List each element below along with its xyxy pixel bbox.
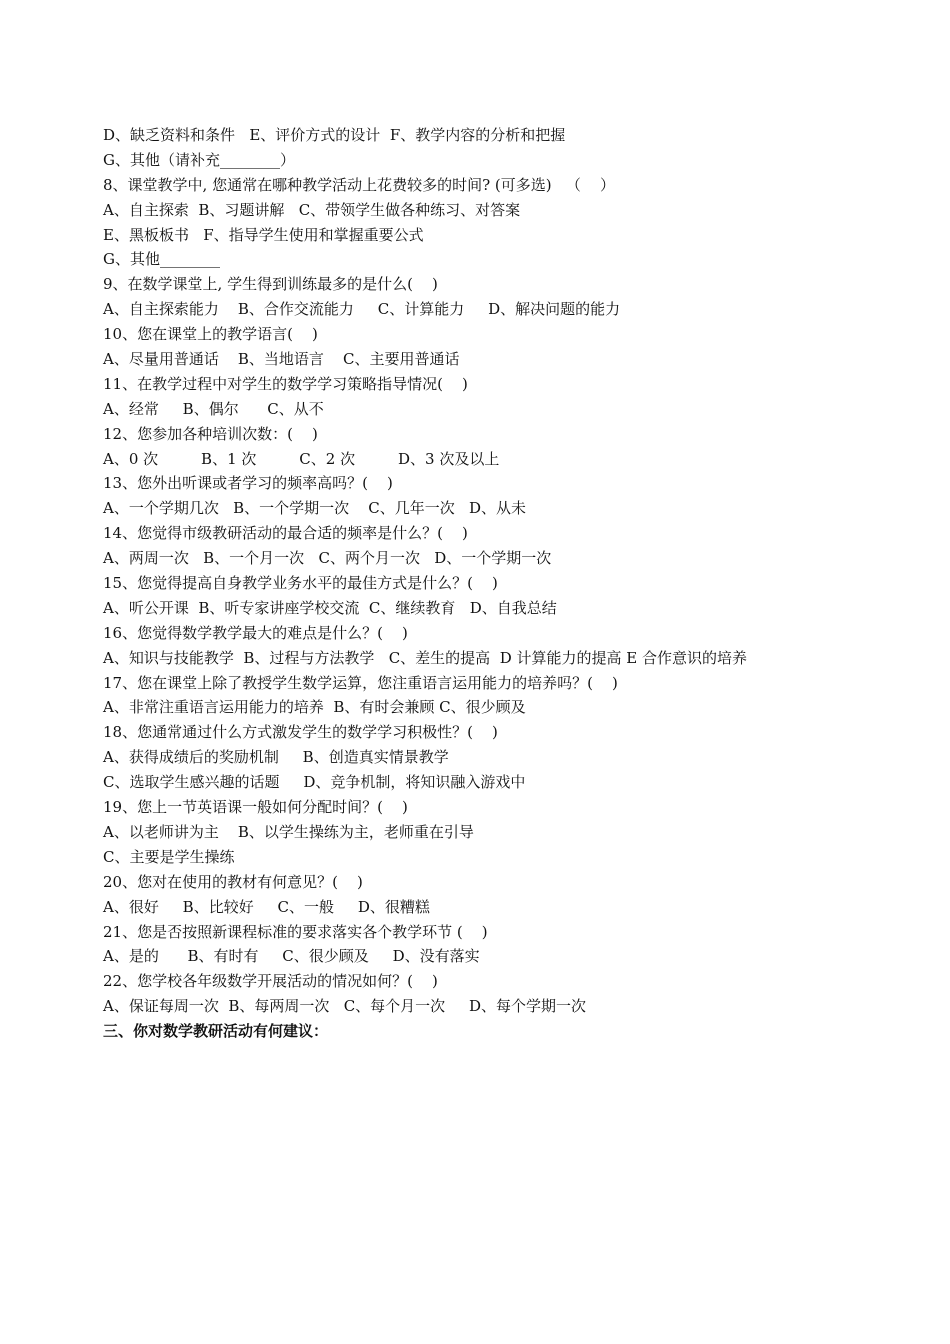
question-text: 8、课堂教学中, 您通常在哪种教学活动上花费较多的时间? (可多选) （ ） — [103, 175, 615, 194]
question-text: 21、您是否按照新课程标准的要求落实各个教学环节 ( ) — [103, 922, 488, 941]
option-line: A、尽量用普通话 B、当地语言 C、主要用普通话 — [103, 350, 460, 369]
option-line: G、其他________ — [103, 250, 220, 269]
option-line: A、两周一次 B、一个月一次 C、两个月一次 D、一个学期一次 — [103, 549, 552, 568]
question-text: 17、您在课堂上除了教授学生数学运算，您注重语言运用能力的培养吗？( ) — [103, 673, 618, 692]
option-line: D、缺乏资料和条件 E、评价方式的设计 F、教学内容的分析和把握 — [103, 126, 566, 144]
section-heading: 三、你对数学教研活动有何建议： — [103, 1022, 329, 1041]
option-line: A、很好 B、比较好 C、一般 D、很糟糕 — [103, 897, 430, 916]
question-text: 15、您觉得提高自身教学业务水平的最佳方式是什么？( ) — [103, 574, 498, 593]
option-line: A、自主探索能力 B、合作交流能力 C、计算能力 D、解决问题的能力 — [103, 300, 621, 319]
option-line: A、是的 B、有时有 C、很少顾及 D、没有落实 — [103, 947, 480, 966]
question-text: 16、您觉得数学教学最大的难点是什么？( ) — [103, 623, 408, 642]
question-list — [103, 123, 903, 1019]
option-line: A、0 次 B、1 次 C、2 次 D、3 次及以上 — [103, 449, 500, 468]
option-line: E、黑板板书 F、指导学生使用和掌握重要公式 — [103, 225, 424, 244]
option-line: C、选取学生感兴趣的话题 D、竞争机制，将知识融入游戏中 — [103, 773, 526, 792]
option-line: A、听公开课 B、听专家讲座学校交流 C、继续教育 D、自我总结 — [103, 598, 557, 617]
question-text: 20、您对在使用的教材有何意见？( ) — [103, 872, 363, 891]
question-text: 12、您参加各种培训次数：( ) — [103, 424, 318, 443]
document-page — [103, 123, 903, 1044]
question-text: 22、您学校各年级数学开展活动的情况如何？( ) — [103, 972, 438, 991]
option-line: A、非常注重语言运用能力的培养 B、有时会兼顾 C、很少顾及 — [103, 698, 526, 717]
question-text: 10、您在课堂上的教学语言( ) — [103, 325, 318, 344]
question-text: 13、您外出听课或者学习的频率高吗？( ) — [103, 474, 393, 493]
question-text: 18、您通常通过什么方式激发学生的数学学习积极性？( ) — [103, 723, 498, 742]
option-line: A、以老师讲为主 B、以学生操练为主，老师重在引导 — [103, 822, 474, 841]
option-line: A、自主探索 B、习题讲解 C、带领学生做各种练习、对答案 — [103, 200, 521, 219]
option-line: A、获得成绩后的奖励机制 B、创造真实情景教学 — [103, 748, 449, 767]
question-text: 19、您上一节英语课一般如何分配时间？( ) — [103, 798, 408, 817]
option-line: A、保证每周一次 B、每两周一次 C、每个月一次 D、每个学期一次 — [103, 997, 587, 1016]
question-text: 14、您觉得市级教研活动的最合适的频率是什么？( ) — [103, 524, 468, 543]
question-text: 9、在数学课堂上, 学生得到训练最多的是什么( ) — [103, 275, 438, 294]
option-line: C、主要是学生操练 — [103, 847, 235, 866]
option-line: A、一个学期几次 B、一个学期一次 C、几年一次 D、从未 — [103, 499, 527, 518]
option-line: A、知识与技能教学 B、过程与方法教学 C、差生的提高 D 计算能力的提高 E 合作意识的培养 — [103, 648, 747, 667]
option-line: G、其他（请补充________） — [103, 150, 295, 169]
question-text: 11、在教学过程中对学生的数学学习策略指导情况( ) — [103, 374, 468, 393]
option-line: A、经常 B、偶尔 C、从不 — [103, 399, 324, 418]
